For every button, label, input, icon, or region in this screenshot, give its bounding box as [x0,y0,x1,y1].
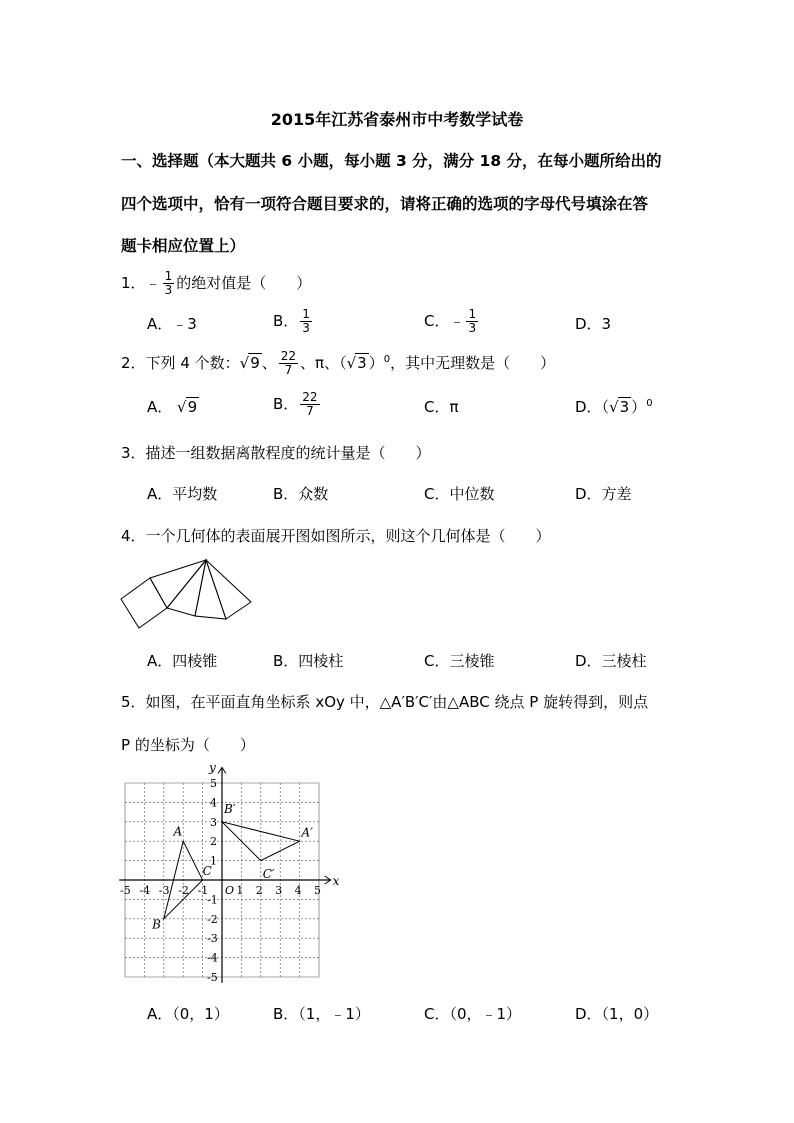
fraction-denominator: 3 [164,283,173,297]
y-tick-label: -4 [207,951,218,965]
sqrt-3: √3 [609,398,630,416]
x-tick-label: -4 [139,884,151,897]
question-1-fraction [163,270,175,297]
fraction-denominator: 7 [284,363,293,377]
option-label: A． [147,398,173,416]
question-2-option-c[interactable]: C．π [424,398,459,416]
question-3-text: 描述一组数据离散程度的统计量是（ ） [145,444,431,462]
question-2-option-b[interactable] [273,391,322,418]
fraction-numerator: 1 [302,307,310,321]
question-5-stem-line-1 [121,691,648,712]
x-tick-label: 1 [236,884,244,897]
question-2-number: 2． [121,354,146,372]
question-5-option-c[interactable]: C．（0，﹣1） [424,1005,522,1023]
sqrt-9: √9 [239,354,260,372]
vertex-c-label: C [202,864,212,879]
y-tick-label: -5 [207,971,218,984]
net-face-4 [206,560,251,619]
coordinate-graph [110,760,350,992]
question-4-option-c[interactable]: C．三棱锥 [424,652,495,670]
radicand: 9 [187,398,198,416]
page-title: 2015年江苏省泰州市中考数学试卷 [270,110,524,129]
origin-label: O [225,884,235,897]
separator: 、 [261,354,277,372]
y-tick-label: -3 [207,932,218,946]
x-tick-label: -3 [158,884,170,897]
fraction-denominator: 7 [306,404,314,418]
question-1-option-c[interactable] [424,308,480,335]
separator: 、π、（ [300,354,347,372]
question-4-option-a[interactable]: A．四棱锥 [147,652,218,670]
question-2-option-a[interactable] [147,396,199,417]
y-tick-label: -1 [207,893,218,907]
question-3-number: 3． [121,444,146,462]
radicand: 3 [619,398,630,416]
y-tick-label: 3 [210,815,217,829]
option-fraction [466,308,478,335]
x-tick-label: -1 [197,884,209,897]
option-label: D．（ [575,398,610,416]
x-axis-label: x [332,874,340,888]
question-1-number: 1． [121,274,146,292]
net-side-square [121,578,167,628]
vertex-c1-label: C′ [262,867,275,882]
question-4-option-d[interactable]: D．三棱柱 [575,652,647,670]
question-5-option-b[interactable]: B．（1，﹣1） [273,1005,370,1023]
section-heading-line-2: 四个选项中，恰有一项符合题目要求的，请将正确的选项的字母代号填涂在答 [121,195,649,213]
fraction-numerator: 1 [164,269,173,283]
question-3-option-b[interactable]: B．众数 [273,485,329,503]
fraction-numerator: 22 [302,390,318,404]
question-2-option-d[interactable] [575,396,653,417]
y-tick-label: 1 [210,854,217,868]
vertex-a1-label: A′ [301,825,313,840]
question-5-text: 如图，在平面直角坐标系 xOy 中，△A′B′C′由△ABC 绕点 P 旋转得到，则点 [145,693,649,711]
option-fraction [300,308,312,335]
x-tick-label: -2 [178,884,189,897]
radicand: 3 [357,354,367,372]
question-4-option-b[interactable]: B．四棱柱 [273,652,344,670]
y-tick-label: 2 [210,835,217,849]
question-3-option-c[interactable]: C．中位数 [424,485,495,503]
y-axis-label: y [209,760,216,775]
question-2-text-b: ，其中无理数是（ ） [390,354,556,372]
question-2-text-a: 下列 4 个数： [145,354,240,372]
question-4-stem [121,525,551,546]
question-1-option-a[interactable]: A．﹣3 [147,315,197,333]
question-3-stem [121,442,431,463]
question-5-option-d[interactable]: D．（1，0） [575,1005,659,1023]
fraction-numerator: 22 [280,349,297,363]
vertex-b1-label: B′ [223,802,236,817]
x-tick-label: 5 [314,884,321,897]
net-diagram [118,558,254,632]
fraction-numerator: 1 [468,307,477,321]
question-4-text: 一个几何体的表面展开图如图所示，则这个几何体是（ ） [145,527,551,545]
fraction-denominator: 3 [302,321,310,335]
net-face-3 [195,560,226,619]
sqrt-3: √3 [346,354,367,372]
close-paren: ） [368,354,384,372]
question-1-text: 的绝对值是（ ） [176,274,312,292]
question-5-number: 5． [121,693,146,711]
x-tick-label: 4 [294,884,302,897]
option-fraction [300,391,319,418]
section-heading-line-3: 题卡相应位置上） [121,237,246,255]
section-heading-line-1: 一、选择题（本大题共 6 小题，每小题 3 分，满分 18 分，在每小题所给出的 [121,152,662,170]
x-tick-label: 3 [275,884,283,897]
question-1-option-b[interactable] [273,308,314,335]
option-label: C．﹣ [424,312,465,330]
vertex-b-label: B [152,917,161,932]
radicand: 9 [250,354,260,372]
option-label: B． [273,312,299,330]
y-tick-label: 5 [210,777,217,790]
question-1-minus: ﹣ [145,274,161,292]
question-1-stem [121,270,311,297]
question-2-stem [121,350,555,377]
question-4-number: 4． [121,527,146,545]
exponent: 0 [646,398,653,409]
y-tick-label: 4 [210,796,217,810]
y-tick-label: -2 [207,912,218,926]
option-label: B． [273,395,299,413]
question-5-option-a[interactable]: A．（0，1） [147,1005,229,1023]
question-1-option-d[interactable]: D．3 [575,315,612,333]
x-tick-label: -5 [120,884,131,897]
question-3-option-d[interactable]: D．方差 [575,485,632,503]
x-tick-label: 2 [255,884,263,897]
vertex-a-label: A [173,824,183,839]
fraction-denominator: 3 [468,321,477,335]
question-3-option-a[interactable]: A．平均数 [147,485,218,503]
exponent: 0 [383,354,391,365]
close-paren: ） [631,398,647,416]
sqrt-9: √9 [177,398,198,416]
question-5-stem-line-2: P 的坐标为（ ） [121,736,255,754]
question-2-fraction [279,350,298,377]
